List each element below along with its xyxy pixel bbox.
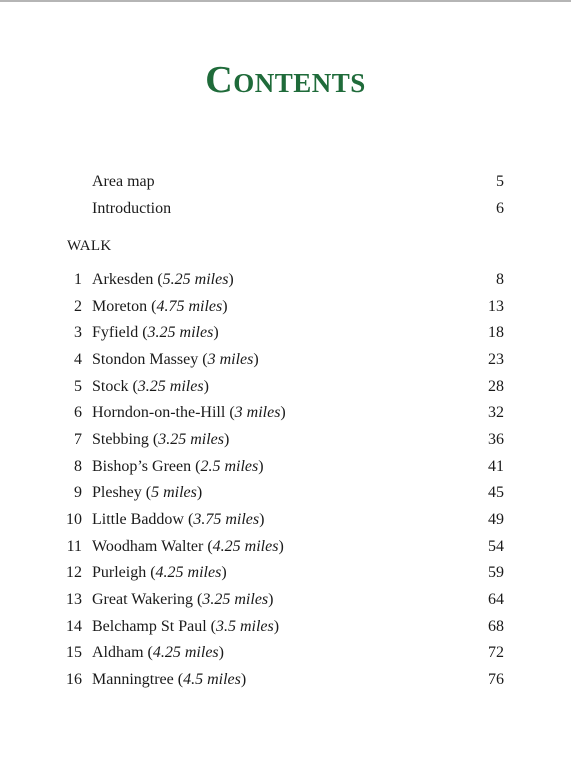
walk-distance: 3 miles	[234, 404, 281, 422]
toc-walk-row[interactable]	[0, 456, 571, 478]
walk-page-number: 41	[488, 457, 504, 475]
toc-walk-row[interactable]	[0, 429, 571, 451]
walk-number: 16	[66, 671, 82, 689]
toc-entry-page: 5	[496, 173, 504, 190]
walk-title: Stondon Massey (3 miles)	[92, 351, 259, 368]
walk-number: 2	[74, 297, 82, 315]
walk-page-number: 49	[488, 511, 504, 529]
walk-page-number: 68	[488, 617, 504, 635]
walk-page-number: 28	[488, 377, 504, 395]
walk-title: Belchamp St Paul (3.5 miles)	[92, 617, 280, 635]
toc-walk-row[interactable]	[0, 536, 571, 558]
walk-name: Manningtree	[92, 671, 174, 689]
toc-walk-row[interactable]	[0, 669, 571, 691]
walk-name: Moreton	[92, 297, 148, 315]
walk-page-number: 64	[488, 591, 504, 609]
walk-number: 14	[66, 617, 82, 635]
walk-distance: 3 miles	[207, 351, 254, 368]
walk-name: Stondon Massey	[92, 351, 199, 368]
walk-title: Stock (3.25 miles)	[92, 377, 209, 395]
walk-distance: 4.25 miles	[152, 644, 219, 662]
walk-name: Arkesden	[92, 271, 154, 288]
walk-title: Horndon-on-the-Hill (3 miles)	[92, 404, 286, 422]
toc-walk-row[interactable]	[0, 562, 571, 584]
walk-number: 10	[66, 511, 82, 529]
walk-page-number: 13	[488, 297, 504, 315]
walk-page-number: 59	[488, 564, 504, 582]
walk-name: Great Wakering	[92, 591, 194, 609]
walk-page-number: 45	[488, 484, 504, 502]
walk-number: 13	[66, 591, 82, 609]
walk-distance: 3.75 miles	[193, 511, 260, 529]
walk-title: Fyfield (3.25 miles)	[92, 324, 219, 342]
toc-entry-introduction[interactable]	[0, 198, 571, 220]
walk-number: 3	[74, 324, 82, 342]
toc-entry-page: 6	[496, 200, 504, 217]
walk-distance: 3.25 miles	[202, 591, 269, 609]
top-border	[0, 0, 571, 2]
walk-page-number: 23	[488, 351, 504, 368]
toc-entry-area-map[interactable]	[0, 171, 571, 193]
walk-distance: 3.25 miles	[137, 377, 204, 395]
walk-page-number: 8	[496, 271, 504, 288]
walk-name: Aldham	[92, 644, 144, 662]
page-title: Contents	[205, 59, 366, 101]
walk-page-number: 54	[488, 537, 504, 555]
toc-walk-row[interactable]	[0, 322, 571, 344]
walk-distance: 3.5 miles	[215, 617, 274, 635]
walk-name: Fyfield	[92, 324, 139, 342]
walk-title: Great Wakering (3.25 miles)	[92, 591, 274, 609]
walk-title: Aldham (4.25 miles)	[92, 644, 224, 662]
walk-title: Moreton (4.75 miles)	[92, 297, 228, 315]
walk-number: 7	[74, 431, 82, 449]
walk-number: 4	[74, 351, 82, 368]
walk-number: 12	[66, 564, 82, 582]
toc-walk-row[interactable]	[0, 509, 571, 531]
walk-name: Stock	[92, 377, 129, 395]
toc-walk-row[interactable]	[0, 589, 571, 611]
walk-name: Purleigh	[92, 564, 147, 582]
walk-name: Bishop’s Green	[92, 457, 192, 475]
walk-title: Arkesden (5.25 miles)	[92, 271, 234, 288]
walk-title: Little Baddow (3.75 miles)	[92, 511, 265, 529]
walk-title: Woodham Walter (4.25 miles)	[92, 537, 284, 555]
walk-title: Bishop’s Green (2.5 miles)	[92, 457, 264, 475]
walk-number: 11	[66, 537, 82, 555]
walk-page-number: 32	[488, 404, 504, 422]
walk-name: Stebbing	[92, 431, 149, 449]
walk-number: 1	[74, 271, 82, 288]
walk-distance: 4.25 miles	[212, 537, 279, 555]
walk-name: Little Baddow	[92, 511, 184, 529]
walk-number: 6	[74, 404, 82, 422]
walk-title: Stebbing (3.25 miles)	[92, 431, 230, 449]
walk-number: 15	[66, 644, 82, 662]
toc-walk-row[interactable]	[0, 482, 571, 504]
toc-walk-row[interactable]	[0, 642, 571, 664]
toc-walk-row[interactable]	[0, 349, 571, 371]
toc-walk-row[interactable]	[0, 296, 571, 318]
toc-walk-row[interactable]	[0, 269, 571, 291]
toc-walk-row[interactable]	[0, 402, 571, 424]
walk-distance: 5 miles	[151, 484, 197, 502]
toc-walk-row[interactable]	[0, 376, 571, 398]
walk-name: Horndon-on-the-Hill	[92, 404, 226, 422]
walk-distance: 2.5 miles	[200, 457, 259, 475]
toc-walk-row[interactable]	[0, 616, 571, 638]
walk-title: Manningtree (4.5 miles)	[92, 671, 247, 689]
walk-name: Woodham Walter	[92, 537, 204, 555]
walk-number: 8	[74, 457, 82, 475]
walk-title: Pleshey (5 miles)	[92, 484, 203, 502]
walk-page-number: 76	[488, 671, 504, 689]
walk-distance: 5.25 miles	[162, 271, 229, 288]
walk-distance: 3.25 miles	[158, 431, 224, 449]
walk-page-number: 18	[488, 324, 504, 342]
walk-number: 5	[74, 377, 82, 395]
section-heading-walk: WALK	[67, 238, 112, 254]
toc-entry-label: Introduction	[92, 200, 172, 217]
walk-distance: 4.5 miles	[183, 671, 241, 689]
walk-name: Pleshey	[92, 484, 142, 502]
walk-distance: 4.75 miles	[156, 297, 223, 315]
walk-page-number: 72	[488, 644, 504, 662]
walk-number: 9	[74, 484, 82, 502]
walk-distance: 4.25 miles	[155, 564, 222, 582]
walk-title: Purleigh (4.25 miles)	[92, 564, 227, 582]
walk-distance: 3.25 miles	[147, 324, 214, 342]
walk-page-number: 36	[488, 431, 504, 449]
walk-name: Belchamp St Paul	[92, 617, 207, 635]
toc-entry-label: Area map	[92, 173, 155, 190]
